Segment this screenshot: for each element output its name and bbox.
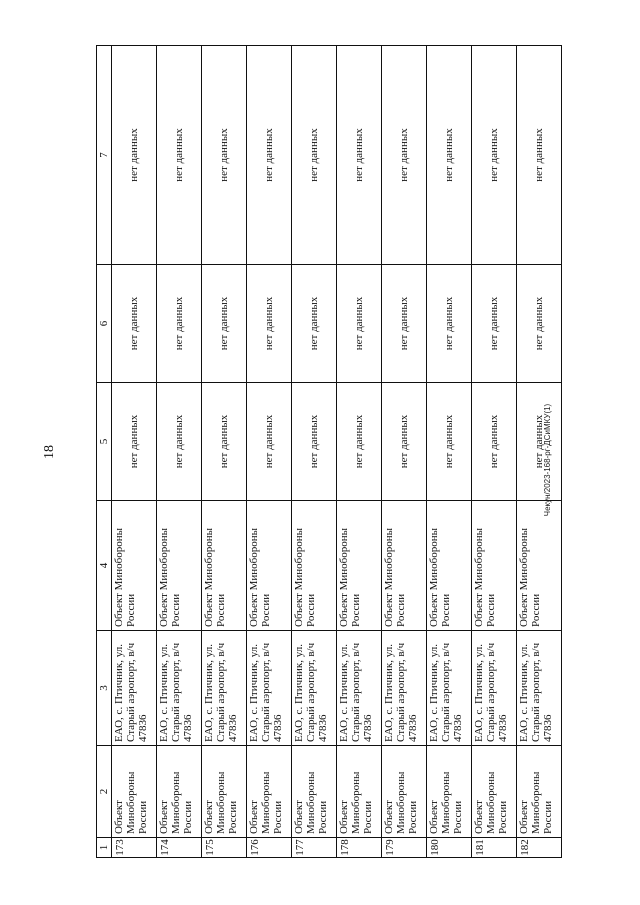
cell-col6: нет данных xyxy=(337,265,382,383)
column-header-4: 4 xyxy=(97,501,112,631)
object-owner: Объект Минобороны России xyxy=(157,501,202,631)
cell-col5: нет данных xyxy=(292,383,337,501)
cell-col7: нет данных xyxy=(202,46,247,265)
cell-col7: нет данных xyxy=(337,46,382,265)
cell-col7: нет данных xyxy=(112,46,157,265)
object-owner: Объект Минобороны России xyxy=(202,501,247,631)
object-owner: Объект Минобороны России xyxy=(382,501,427,631)
column-header-5: 5 xyxy=(97,383,112,501)
object-address: ЕАО, с. Птичник, ул. Старый аэропорт, в/ч 47836 xyxy=(517,631,562,746)
object-owner: Объект Минобороны России xyxy=(337,501,382,631)
column-header-7: 7 xyxy=(97,46,112,265)
table-row xyxy=(472,46,517,858)
header-row xyxy=(97,46,112,858)
row-number: 182 xyxy=(517,838,562,858)
row-number: 173 xyxy=(112,838,157,858)
object-owner: Объект Минобороны России xyxy=(517,501,562,631)
row-number: 181 xyxy=(472,838,517,858)
row-number: 177 xyxy=(292,838,337,858)
table-row xyxy=(517,46,562,858)
cell-col6: нет данных xyxy=(427,265,472,383)
object-name: Объект Минобороны России xyxy=(157,746,202,838)
column-header-1: 1 xyxy=(97,838,112,858)
cell-col5: нет данных xyxy=(157,383,202,501)
cell-col6: нет данных xyxy=(157,265,202,383)
row-number: 174 xyxy=(157,838,202,858)
object-owner: Объект Минобороны России xyxy=(292,501,337,631)
cell-col5: нет данных xyxy=(517,383,562,501)
cell-col5: нет данных xyxy=(382,383,427,501)
object-owner: Объект Минобороны России xyxy=(247,501,292,631)
cell-col7: нет данных xyxy=(157,46,202,265)
cell-col7: нет данных xyxy=(247,46,292,265)
object-address: ЕАО, с. Птичник, ул. Старый аэропорт, в/ч 47836 xyxy=(247,631,292,746)
document-reference: Чекун/2023-168-рг-ДСиМКУ(1) xyxy=(543,403,552,517)
object-address: ЕАО, с. Птичник, ул. Старый аэропорт, в/ч 47836 xyxy=(202,631,247,746)
object-address: ЕАО, с. Птичник, ул. Старый аэропорт, в/ч 47836 xyxy=(382,631,427,746)
object-owner: Объект Минобороны России xyxy=(427,501,472,631)
cell-col7: нет данных xyxy=(292,46,337,265)
cell-col6: нет данных xyxy=(292,265,337,383)
object-owner: Объект Минобороны России xyxy=(112,501,157,631)
row-number: 180 xyxy=(427,838,472,858)
object-name: Объект Минобороны России xyxy=(517,746,562,838)
object-name: Объект Минобороны России xyxy=(202,746,247,838)
object-address: ЕАО, с. Птичник, ул. Старый аэропорт, в/ч 47836 xyxy=(337,631,382,746)
cell-col6: нет данных xyxy=(202,265,247,383)
object-name: Объект Минобороны России xyxy=(382,746,427,838)
row-number: 175 xyxy=(202,838,247,858)
table-row xyxy=(247,46,292,858)
page-number: 18 xyxy=(42,445,57,459)
cell-col7: нет данных xyxy=(382,46,427,265)
cell-col5: нет данных xyxy=(337,383,382,501)
table-row xyxy=(112,46,157,858)
cell-col5: нет данных xyxy=(247,383,292,501)
row-number: 178 xyxy=(337,838,382,858)
object-address: ЕАО, с. Птичник, ул. Старый аэропорт, в/ч 47836 xyxy=(472,631,517,746)
object-name: Объект Минобороны России xyxy=(337,746,382,838)
row-number: 176 xyxy=(247,838,292,858)
table-row xyxy=(202,46,247,858)
cell-col6: нет данных xyxy=(472,265,517,383)
column-header-3: 3 xyxy=(97,631,112,746)
table-row xyxy=(337,46,382,858)
object-name: Объект Минобороны России xyxy=(292,746,337,838)
object-address: ЕАО, с. Птичник, ул. Старый аэропорт, в/ч 47836 xyxy=(157,631,202,746)
table-row xyxy=(157,46,202,858)
object-address: ЕАО, с. Птичник, ул. Старый аэропорт, в/ч 47836 xyxy=(427,631,472,746)
table-rotator xyxy=(96,46,562,858)
object-owner: Объект Минобороны России xyxy=(472,501,517,631)
object-address: ЕАО, с. Птичник, ул. Старый аэропорт, в/ч 47836 xyxy=(112,631,157,746)
table-row xyxy=(292,46,337,858)
cell-col5: нет данных xyxy=(472,383,517,501)
column-header-2: 2 xyxy=(97,746,112,838)
object-address: ЕАО, с. Птичник, ул. Старый аэропорт, в/ч 47836 xyxy=(292,631,337,746)
row-number: 179 xyxy=(382,838,427,858)
column-header-6: 6 xyxy=(97,265,112,383)
object-name: Объект Минобороны России xyxy=(427,746,472,838)
table-container xyxy=(96,46,562,858)
cell-col7: нет данных xyxy=(427,46,472,265)
cell-col6: нет данных xyxy=(382,265,427,383)
object-name: Объект Минобороны России xyxy=(247,746,292,838)
cell-col6: нет данных xyxy=(517,265,562,383)
objects-table xyxy=(96,45,562,858)
cell-col5: нет данных xyxy=(202,383,247,501)
cell-col6: нет данных xyxy=(112,265,157,383)
cell-col5: нет данных xyxy=(427,383,472,501)
cell-col6: нет данных xyxy=(247,265,292,383)
object-name: Объект Минобороны России xyxy=(472,746,517,838)
cell-col7: нет данных xyxy=(517,46,562,265)
table-row xyxy=(382,46,427,858)
object-name: Объект Минобороны России xyxy=(112,746,157,838)
cell-col5: нет данных xyxy=(112,383,157,501)
cell-col7: нет данных xyxy=(472,46,517,265)
table-row xyxy=(427,46,472,858)
